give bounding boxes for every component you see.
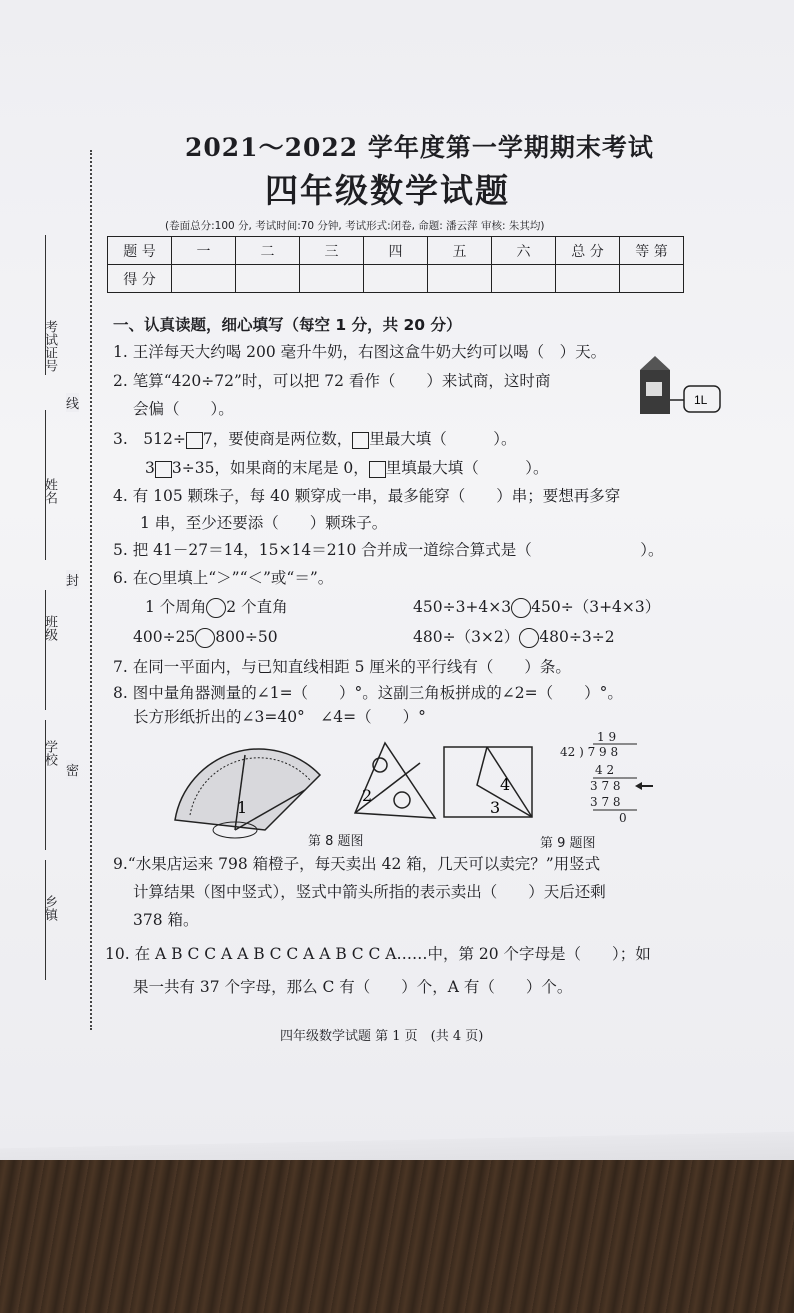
question-9-line3: 378 箱。 — [133, 911, 199, 929]
score-table-header-row — [108, 237, 684, 265]
digit-box — [352, 432, 369, 449]
score-cell: 六 — [492, 237, 556, 265]
milk-carton-figure — [632, 348, 732, 428]
score-cell: 五 — [428, 237, 492, 265]
score-cell: 等 第 — [620, 237, 684, 265]
figure-9-caption: 第 9 题图 — [540, 836, 596, 851]
division-dividend: 42 ) 7 9 8 — [560, 745, 619, 759]
question-10-line2: 果一共有 37 个字母，那么 C 有（ ）个，A 有（ ）个。 — [133, 978, 573, 996]
question-3-line1 — [113, 430, 517, 449]
division-step-3: 3 7 8 — [590, 795, 621, 809]
question-9-line1: 9.“水果店运来 798 箱橙子，每天卖出 42 箱，几天可以卖完？”用竖式 — [113, 855, 601, 873]
question-6d — [413, 628, 615, 648]
score-blank[interactable] — [236, 265, 300, 293]
q6c-right: 800÷50 — [215, 628, 278, 646]
score-blank[interactable] — [364, 265, 428, 293]
division-step-1: 4 2 — [595, 763, 615, 777]
score-cell: 题 号 — [108, 237, 172, 265]
question-10-line1: 10. 在 A B C C A A B C C A A B C C A……中，第 20 个字母是（ ）；如 — [105, 945, 651, 963]
milk-carton-label — [646, 382, 662, 396]
q3a-end: 里最大填（ ）。 — [369, 430, 517, 448]
exam-title: 2021～2022 学年度第一学期期末考试 — [185, 133, 654, 162]
question-6c — [133, 628, 278, 648]
digit-box — [155, 461, 172, 478]
question-2-line1: 2. 笔算“420÷72”时，可以把 72 看作（ ）来试商，这时商 — [113, 372, 551, 390]
question-8-line2: 长方形纸折出的∠3=40° ∠4=（ ）° — [133, 708, 426, 726]
score-cell: 总 分 — [556, 237, 620, 265]
q6a-left: 1 个周角 — [145, 598, 207, 616]
score-table — [107, 236, 684, 293]
triangle-hole — [394, 792, 410, 808]
score-blank[interactable] — [620, 265, 684, 293]
question-8-line1: 8. 图中量角器测量的∠1=（ ）°。这副三角板拼成的∠2=（ ）°。 — [113, 684, 623, 702]
arrow-head-icon — [635, 782, 642, 790]
q3b-post: 3÷35，如果商的末尾是 0， — [171, 459, 369, 477]
angle-2-label: 2 — [362, 786, 373, 805]
question-9-line2: 计算结果（图中竖式），竖式中箭头所指的表示卖出（ ）天后还剩 — [133, 883, 606, 901]
score-cell: 四 — [364, 237, 428, 265]
question-3-line2 — [145, 459, 549, 478]
compare-circle — [519, 628, 539, 648]
division-step-2: 3 7 8 — [590, 779, 621, 793]
field-town: 乡镇 — [42, 895, 57, 921]
q6b-left: 450÷3+4×3 — [413, 598, 512, 616]
question-4-line1: 4. 有 105 颗珠子，每 40 颗穿成一串，最多能穿（ ）串；要想再多穿 — [113, 487, 621, 505]
score-blank[interactable] — [556, 265, 620, 293]
folded-rectangle-figure — [442, 745, 537, 820]
bind-char-seal: 封 — [66, 570, 79, 589]
field-class: 班级 — [42, 615, 57, 641]
question-7: 7. 在同一平面内，与已知直线相距 5 厘米的平行线有（ ）条。 — [113, 658, 571, 676]
question-4-line2: 1 串，至少还要添（ ）颗珠子。 — [140, 514, 388, 532]
q6a-right: 2 个直角 — [226, 598, 288, 616]
q6d-right: 480÷3÷2 — [539, 628, 615, 646]
division-quotient: 1 9 — [597, 730, 617, 744]
compare-circle — [511, 598, 531, 618]
protractor-figure — [155, 735, 330, 840]
field-exam-no: 考试证号 — [42, 320, 57, 372]
q6d-left: 480÷（3×2） — [413, 628, 520, 646]
digit-box — [186, 432, 203, 449]
compare-circle — [195, 628, 215, 648]
score-blank[interactable] — [172, 265, 236, 293]
exam-subtitle: 四年级数学试题 — [265, 171, 510, 210]
milk-volume-label: 1L — [694, 393, 708, 407]
digit-box — [369, 461, 386, 478]
score-cell: 一 — [172, 237, 236, 265]
q3b-end: 里填最大填（ ）。 — [385, 459, 549, 477]
score-table-score-row — [108, 265, 684, 293]
score-blank[interactable] — [300, 265, 364, 293]
milk-carton-top — [640, 356, 670, 370]
question-6: 6. 在○里填上“＞”“＜”或“＝”。 — [113, 569, 334, 587]
question-5: 5. 把 41－27＝14，15×14＝210 合并成一道综合算式是（ ）。 — [113, 541, 664, 559]
score-blank[interactable] — [492, 265, 556, 293]
protractor — [175, 749, 320, 830]
triangle-set-figure — [345, 738, 440, 828]
bind-char-dense: 密 — [66, 760, 79, 779]
page-footer: 四年级数学试题 第 1 页 (共 4 页) — [280, 1029, 484, 1044]
question-6b — [413, 598, 660, 618]
line-class — [45, 590, 46, 710]
question-1: 1. 王洋每天大约喝 200 毫升牛奶，右图这盒牛奶大约可以喝（ ）天。 — [113, 343, 607, 361]
compare-circle — [206, 598, 226, 618]
bind-char-line: 线 — [66, 393, 79, 412]
angle-4-label: 4 — [500, 775, 511, 794]
score-cell: 二 — [236, 237, 300, 265]
field-name: 姓名 — [42, 478, 57, 504]
angle-1-label: 1 — [237, 798, 248, 817]
section-1-title: 一、认真读题，细心填写（每空 1 分，共 20 分） — [113, 316, 462, 334]
q3b-pre: 3 — [145, 459, 155, 477]
paper-rectangle — [444, 747, 532, 817]
exam-info: (卷面总分:100 分, 考试时间:70 分钟, 考试形式:闭卷, 命题: 潘云萍 审核: 朱其均) — [165, 220, 545, 232]
field-school: 学校 — [42, 740, 57, 766]
question-6a — [145, 598, 288, 618]
figure-8-caption: 第 8 题图 — [308, 834, 364, 849]
score-row-label: 得 分 — [108, 265, 172, 293]
q3a-post: 7，要使商是两位数， — [202, 430, 353, 448]
score-blank[interactable] — [428, 265, 492, 293]
question-2-line2: 会偏（ ）。 — [133, 400, 234, 418]
q3a-pre: 3. 512÷ — [113, 430, 186, 448]
wooden-table — [0, 1160, 794, 1313]
division-remainder: 0 — [619, 811, 627, 825]
angle-3-label: 3 — [490, 798, 501, 817]
triangle-outer — [355, 743, 435, 818]
q6c-left: 400÷25 — [133, 628, 196, 646]
q6b-right: 450÷（3+4×3） — [531, 598, 661, 616]
division-lines — [585, 740, 655, 820]
score-cell: 三 — [300, 237, 364, 265]
